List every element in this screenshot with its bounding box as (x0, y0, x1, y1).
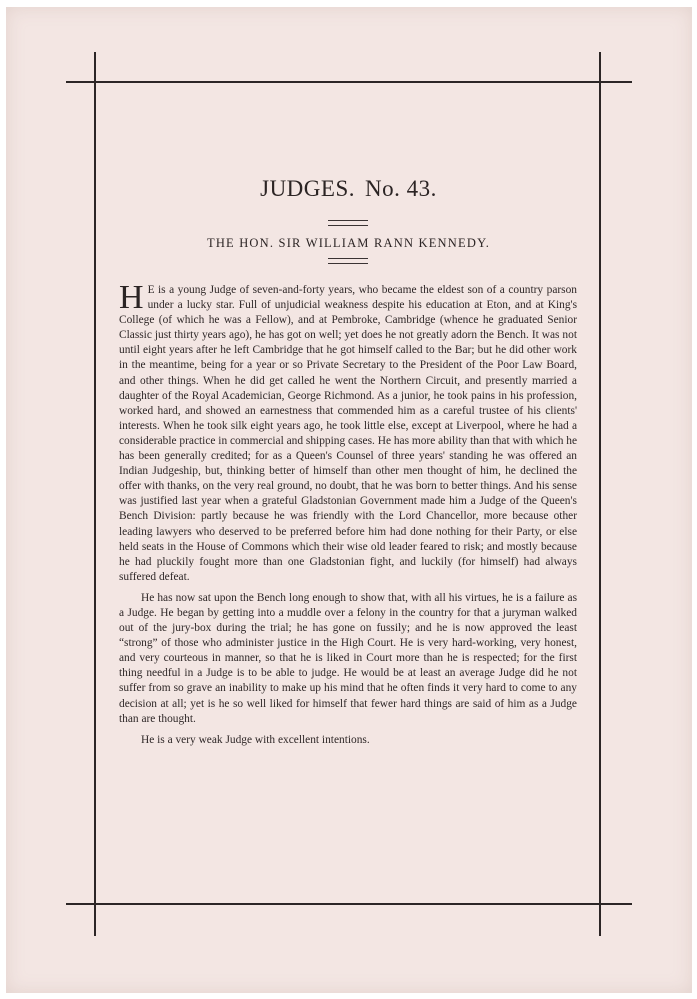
drop-cap: H (119, 279, 144, 316)
subtitle-divider (328, 258, 368, 264)
article-body (119, 279, 578, 754)
title-divider (328, 220, 368, 226)
bottom-border-rule (66, 903, 632, 905)
paragraph-3: He is a very weak Judge with excellent intentions. (141, 733, 370, 746)
series-title: JUDGES. (260, 176, 355, 201)
paragraph-2: He has now sat upon the Bench long enough to show that, with all his virtues, he is a failure as a Judge. He began by getting into a muddle over a felony in the country for that a juryman walked out of the jury-box during the trial; he has gone on fussily; and he is now approved the least “strong” of those who administer justice in the High Court. He is very hard-working, very honest, and very courteous in manner, so that he is liked in Court more than he is respected; for the first thing needful in a Judge is to be able to judge. He would be at least an average Judge did he not suffer from so grave an inability to make up his mind that he often finds it very hard to come to any decision at all; yet is he so well liked for himself that fewer hard things are said of him as a Judge than are thought. (119, 591, 577, 725)
article-subtitle: THE HON. SIR WILLIAM RANN KENNEDY. (206, 236, 491, 250)
page-title (0, 176, 697, 202)
top-border-rule (66, 81, 632, 83)
paragraph-1-text: E is a young Judge of seven-and-forty years, who became the eldest son of a country parson under a lucky star. Full of unjudicial weakness despite his education at Eton, and at King's College (of which he was a Fellow), and at Pembroke, Cambridge (whence he graduated Senior Classic just thirty years ago), he has got on well; yet does he not greatly adorn the Bench. It was not until eight years after he left Cambridge that he got himself called to the Bar; but he did other work in the meantime, being for a year or so Private Secretary to the President of the Poor Law Board, and other things. When he did get called he went the Northern Circuit, and presently married a daughter of the Royal Academician, George Richmond. As a junior, he took pains in his profession, worked hard, and showed an earnestness that commended him as a careful trustee of his clients' interests. When he took silk eight years ago, he took little else, except at Liverpool, where he had a considerable practice in commercial and shipping cases. He has more ability than that with which he has been generally credited; for as a Queen's Counsel of three years' standing he was offered an Indian Judgeship, but, thinking better of himself than other men thought of him, he declined the offer with thanks, on the very real ground, no doubt, that he was born to better things. And his sense was justified last year when a grateful Gladstonian Government made him a Judge of the Queen's Bench Division: partly because he was friendly with the Lord Chancellor, more because other leading lawyers who deserved to be preferred before him had done nothing for their Party, or else held seats in the House of Commons which their wise old leader feared to risk; and mostly because he had pluckily fought more than one Gladstonian fight, and luckily (for himself) had always suffered defeat. (119, 284, 578, 583)
series-number: No. 43. (365, 176, 437, 201)
paragraph-1 (119, 279, 578, 585)
